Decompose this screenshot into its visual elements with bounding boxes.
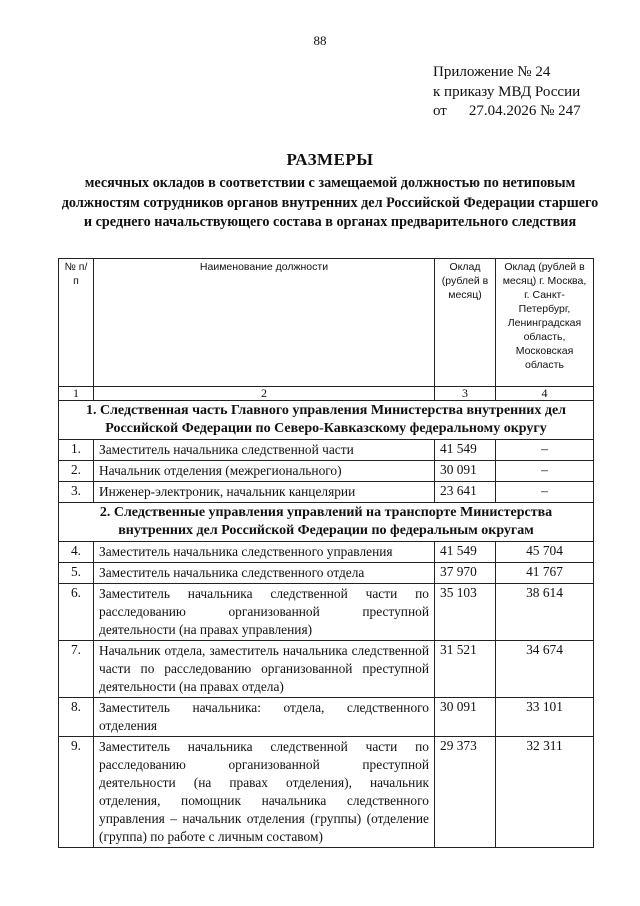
row-position: Инженер-электроник, начальник канцелярии	[94, 482, 435, 503]
section-title: 1. Следственная часть Главного управления Министерства внутренних дел Российской Федерации по Северо-Кавказскому федеральному округу	[59, 401, 594, 440]
table-row	[59, 737, 594, 848]
column-number: 3	[435, 387, 496, 401]
row-position: Начальник отдела, заместитель начальника следственной части по расследованию организованной преступной деятельности (на правах отдела)	[94, 641, 435, 698]
column-numbers-row	[59, 387, 594, 401]
row-salary: 41 549	[435, 440, 496, 461]
row-salary-moscow: –	[496, 461, 594, 482]
header-salary: Оклад (рублей в месяц)	[435, 259, 496, 387]
row-position: Заместитель начальника следственной части	[94, 440, 435, 461]
column-number: 1	[59, 387, 94, 401]
table-row	[59, 563, 594, 584]
table-row	[59, 461, 594, 482]
row-salary: 30 091	[435, 698, 496, 737]
row-num: 9.	[59, 737, 94, 848]
table-header-row	[59, 259, 594, 387]
row-salary-moscow: 41 767	[496, 563, 594, 584]
section-title: 2. Следственные управления управлений на транспорте Министерства внутренних дел Российской Федерации по федеральным округам	[59, 503, 594, 542]
table-row	[59, 482, 594, 503]
row-salary: 35 103	[435, 584, 496, 641]
row-salary-moscow: 45 704	[496, 542, 594, 563]
row-num: 3.	[59, 482, 94, 503]
row-num: 2.	[59, 461, 94, 482]
row-position: Заместитель начальника: отдела, следственного отделения	[94, 698, 435, 737]
row-num: 1.	[59, 440, 94, 461]
row-salary: 41 549	[435, 542, 496, 563]
row-num: 6.	[59, 584, 94, 641]
row-salary-moscow: 33 101	[496, 698, 594, 737]
row-salary-moscow: –	[496, 440, 594, 461]
row-num: 5.	[59, 563, 94, 584]
row-salary: 30 091	[435, 461, 496, 482]
table-row	[59, 641, 594, 698]
salary-table	[58, 258, 594, 848]
row-num: 8.	[59, 698, 94, 737]
row-num: 4.	[59, 542, 94, 563]
row-salary: 29 373	[435, 737, 496, 848]
column-number: 2	[94, 387, 435, 401]
appendix-line-3	[433, 102, 581, 122]
row-salary-moscow: 34 674	[496, 641, 594, 698]
row-num: 7.	[59, 641, 94, 698]
document-subtitle: месячных окладов в соответствии с замещаемой должностью по нетиповым должностям сотрудников органов внутренних дел Российской Федерации старшего и среднего начальствующего состава в органах предварительного следствия	[61, 175, 599, 230]
section-row	[59, 401, 594, 440]
document-title: РАЗМЕРЫ	[286, 150, 374, 169]
table-row	[59, 440, 594, 461]
table-row	[59, 542, 594, 563]
row-salary: 23 641	[435, 482, 496, 503]
appendix-block	[433, 63, 581, 122]
appendix-line-2: к приказу МВД России	[433, 83, 581, 100]
appendix-order-date: 27.04.2026 № 247	[468, 103, 581, 119]
row-salary: 31 521	[435, 641, 496, 698]
title-block	[60, 150, 600, 233]
row-position: Начальник отделения (межрегионального)	[94, 461, 435, 482]
header-name: Наименование должности	[94, 259, 435, 387]
column-number: 4	[496, 387, 594, 401]
table-row	[59, 698, 594, 737]
row-position: Заместитель начальника следственной части по расследованию организованной преступной деятельности (на правах отделения), начальник отделения, помощник начальника следственного управления – начальник отделения (группы) (отделение (группа) по работе с личным составом)	[94, 737, 435, 848]
header-num: № п/п	[59, 259, 94, 387]
row-salary-moscow: 32 311	[496, 737, 594, 848]
section-row	[59, 503, 594, 542]
page-number: 88	[313, 33, 327, 48]
row-position: Заместитель начальника следственного управления	[94, 542, 435, 563]
row-salary-moscow: –	[496, 482, 594, 503]
header-salary-moscow: Оклад (рублей в месяц) г. Москва, г. Санкт-Петербург, Ленинградская область, Московская область	[496, 259, 594, 387]
row-salary-moscow: 38 614	[496, 584, 594, 641]
appendix-line-1: Приложение № 24	[433, 64, 551, 80]
row-salary: 37 970	[435, 563, 496, 584]
table-row	[59, 584, 594, 641]
row-position: Заместитель начальника следственного отдела	[94, 563, 435, 584]
row-position: Заместитель начальника следственной части по расследованию организованной преступной деятельности (на правах управления)	[94, 584, 435, 641]
appendix-from: от	[433, 103, 447, 119]
